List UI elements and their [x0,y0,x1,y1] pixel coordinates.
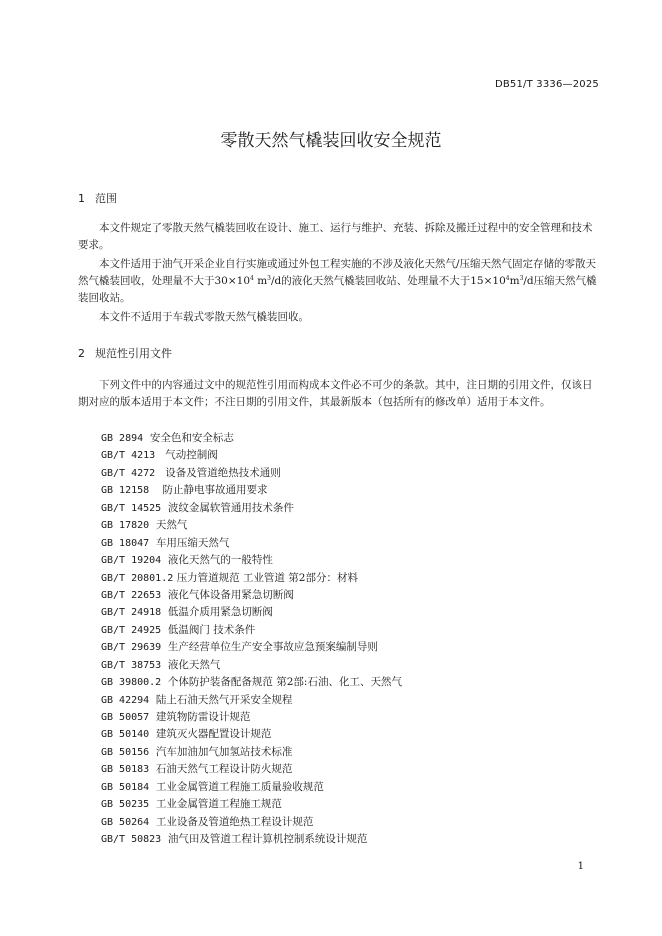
section-2-heading [78,345,172,361]
reference-item [101,604,402,621]
reference-item [101,517,402,534]
reference-title: 设备及管道绝热技术通则 [165,466,281,479]
reference-gap [161,554,168,566]
reference-title: 工业设备及管道绝热工程设计规范 [155,815,314,828]
superscript: 3 [519,275,524,282]
reference-item [101,535,402,552]
page-number: 1 [577,861,584,872]
reference-gap [161,641,168,653]
reference-title: 波纹金属软管通用技术条件 [167,501,294,514]
reference-title: 低温阀门 技术条件 [167,623,256,636]
reference-code: GB/T 29639 [101,642,162,654]
superscript: 4 [250,275,254,282]
reference-item [101,430,402,447]
section-number: 1 [78,192,85,205]
reference-title: 安全色和安全标志 [149,432,234,444]
reference-code: GB/T 4272 [101,467,156,479]
reference-item [101,744,402,761]
reference-gap [149,484,162,496]
reference-title: 建筑灭火器配置设计规范 [155,728,272,741]
reference-item [101,726,402,743]
reference-title: 液化天然气的一般特性 [167,554,273,567]
reference-title: 压力管道规范 工业管道 第2部分：材料 [176,571,358,584]
reference-item [101,692,402,709]
paragraph-text: m [253,275,268,287]
reference-code: GB/T 50823 [101,834,162,846]
reference-gap [161,833,168,845]
paragraph-text: /d的液化天然气橇装回收站、处理量不大于15×10 [270,275,506,287]
reference-code: GB 17820 [101,520,150,532]
reference-code: GB 12158 [101,485,150,497]
paragraph-text: /d压缩天然气橇装回收站。 [78,275,597,304]
reference-gap [149,763,156,775]
reference-gap [161,502,168,514]
reference-code: GB/T 24925 [101,624,162,636]
reference-gap [161,589,168,601]
reference-code: GB 50156 [101,746,150,758]
reference-item [101,570,402,587]
reference-item [101,674,402,691]
reference-gap [149,537,156,549]
reference-title: 防止静电事故通用要求 [162,484,268,497]
reference-title: 天然气 [155,519,188,532]
superscript: 3 [267,275,271,282]
reference-gap [149,798,156,810]
reference-gap [149,694,156,706]
reference-list [101,430,402,849]
reference-gap [149,781,156,793]
reference-code: GB 50184 [101,781,150,793]
reference-item [101,622,402,639]
reference-code: GB/T 4213 [101,450,156,462]
section-2-intro [78,377,600,411]
reference-item [101,639,402,656]
section-1-heading [78,190,117,206]
reference-gap [161,624,168,636]
reference-gap [161,676,168,688]
reference-gap [149,519,156,531]
reference-item [101,552,402,569]
reference-gap [161,606,168,618]
superscript: 4 [505,275,510,282]
reference-item [101,587,402,604]
reference-code: GB/T 14525 [101,502,162,514]
paragraph-text: m [509,275,520,287]
reference-item [101,814,402,831]
reference-code: GB/T 22653 [101,589,162,601]
reference-gap [149,746,156,758]
reference-item [101,761,402,778]
reference-code: GB 42294 [101,694,150,706]
reference-title: 工业金属管道工程施工规范 [155,798,282,811]
reference-title: 建筑物防雷设计规范 [155,711,251,723]
reference-code: GB/T 19204 [101,555,162,567]
reference-title: 汽车加油加气加氢站技术标准 [155,745,293,758]
reference-gap [149,728,156,740]
document-code: DB51/T 3336—2025 [494,79,599,90]
section-1-paragraph-2 [78,256,600,307]
reference-code: GB 50264 [101,816,150,828]
reference-code: GB/T 24918 [101,607,162,619]
reference-gap [155,449,165,461]
reference-title: 气动控制阀 [165,449,218,462]
reference-item [101,465,402,482]
reference-title: 低温介质用紧急切断阀 [167,606,273,619]
reference-title: 个体防护装备配备规范 第2部:石油、化工、天然气 [167,676,402,689]
reference-code: GB 50235 [101,799,150,811]
reference-title: 车用压缩天然气 [155,536,230,549]
reference-item [101,831,402,848]
reference-gap [149,816,156,828]
reference-gap [161,659,168,671]
section-number: 2 [78,347,85,360]
reference-code: GB 18047 [101,537,150,549]
reference-code: GB 50140 [101,729,150,741]
reference-title: 陆上石油天然气开采安全规程 [155,693,293,706]
reference-code: GB 50057 [101,712,150,723]
reference-title: 工业金属管道工程施工质量验收规范 [155,780,324,793]
reference-item [101,447,402,464]
reference-item [101,657,402,674]
reference-item [101,709,402,726]
paragraph-text: 下列文件中的内容通过文中的规范性引用而构成本文件必不可少的条款。其中，注日期的引用文件，仅该日期对应的版本适用于本文件；不注日期的引用文件，其最新版本（包括所有的修改单）适用于本文件。 [78,379,593,408]
reference-code: GB 2894 [101,433,144,444]
reference-item [101,482,402,499]
document-title: 零散天然气橇装回收安全规范 [220,131,442,151]
paragraph-text: 本文件规定了零散天然气橇装回收在设计、施工、运行与维护、充装、拆除及搬迁过程中的安全管理和技术要求。 [78,222,593,251]
paragraph-text: 本文件不适用于车载式零散天然气橇装回收。 [99,311,309,323]
reference-title: 液化天然气 [167,658,221,671]
reference-item [101,796,402,813]
reference-code: GB/T 38753 [101,659,162,671]
section-title: 规范性引用文件 [95,347,172,360]
reference-gap [149,711,156,723]
reference-code: GB 39800.2 [101,677,162,689]
reference-title: 油气田及管道工程计算机控制系统设计规范 [167,833,368,846]
reference-item [101,779,402,796]
reference-gap [155,467,165,479]
section-1-paragraph-3 [78,309,600,326]
reference-item [101,500,402,517]
reference-code: GB 50183 [101,764,150,776]
section-1-paragraph-1 [78,220,600,254]
reference-title: 生产经营单位生产安全事故应急预案编制导则 [167,641,378,654]
reference-title: 石油天然气工程设计防火规范 [155,763,293,776]
reference-title: 液化气体设备用紧急切断阀 [167,588,294,601]
section-title: 范围 [95,192,117,205]
reference-gap [143,432,150,444]
reference-code: GB/T 20801.2 [101,572,174,584]
paragraph-text: 本文件适用于油气开采企业自行实施或通过外包工程实施的不涉及液化天然气/压缩天然气固定存储的零散天然气橇装回收，处理量不大于30×10 [78,258,597,287]
